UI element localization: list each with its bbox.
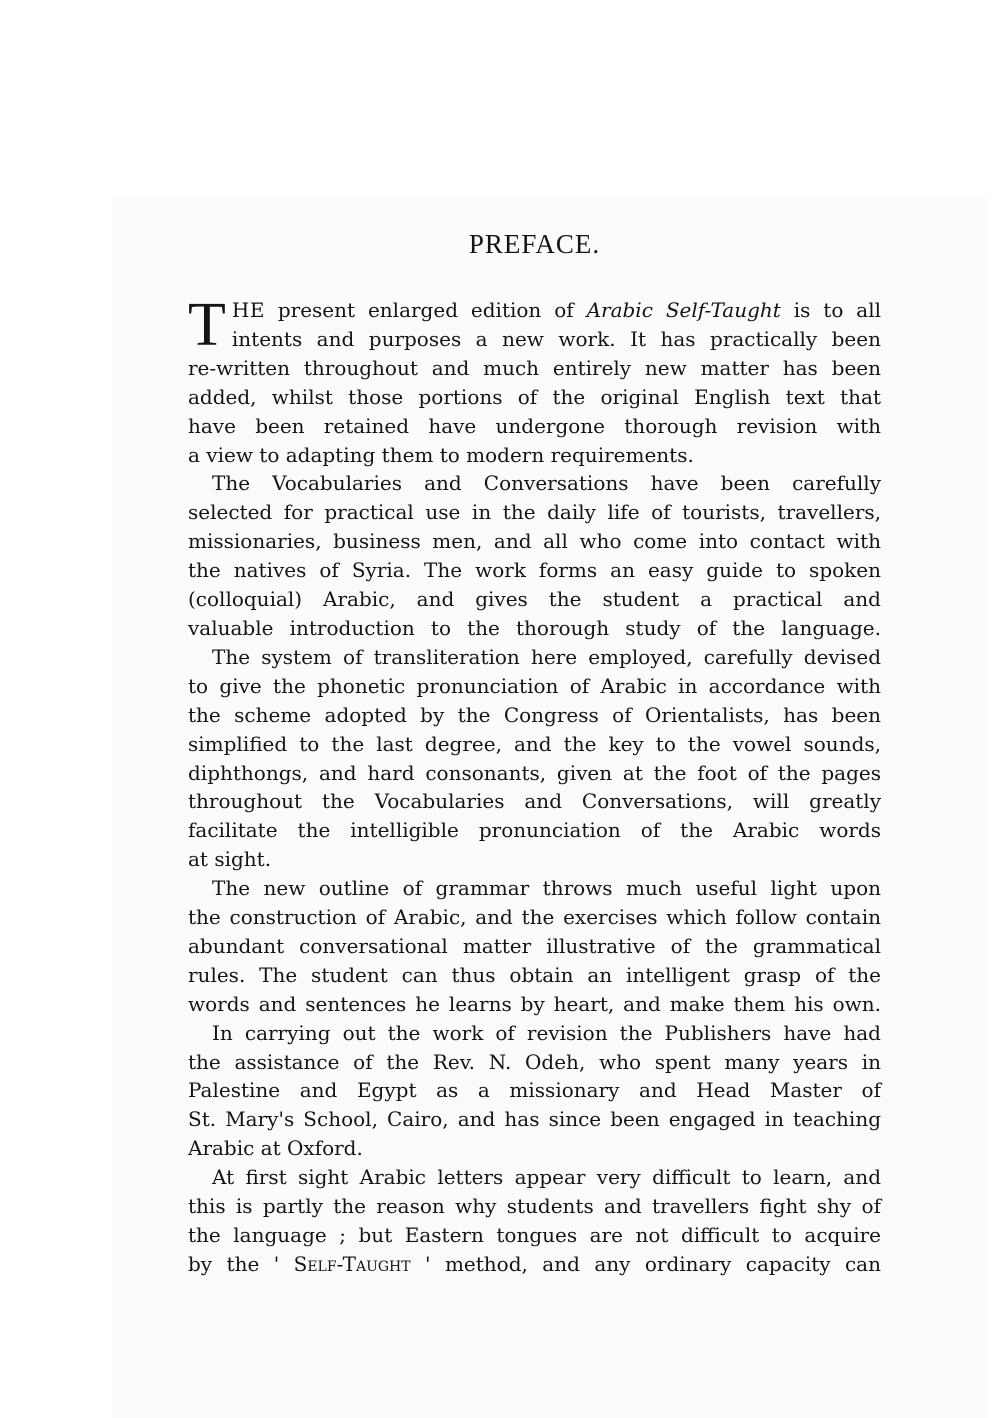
method-name: Self-Taught [293, 1251, 411, 1276]
paragraph-1 [188, 291, 882, 469]
paragraph-1-line-5: have been retained have undergone thorough revision with [188, 413, 881, 438]
paragraph-6-line: this is partly the reason why students and travellers fight shy of [188, 1194, 881, 1219]
paragraph-6 [188, 1163, 881, 1279]
paragraph-3-line: to give the phonetic pronunciation of Arabic in accordance with [188, 673, 881, 698]
paragraph-3-line: The system of transliteration here employed, carefully devised [212, 644, 881, 669]
paragraph-5-line: Arabic at Oxford. [188, 1136, 363, 1161]
paragraph-4-line: The new outline of grammar throws much useful light upon [212, 876, 881, 901]
paragraph-1-line-4: added, whilst those portions of the original English text that [188, 384, 881, 409]
paragraph-4 [188, 874, 881, 1019]
first-word-rest: HE [231, 298, 265, 322]
paragraph-5-line: the assistance of the Rev. N. Odeh, who spent many years in [188, 1049, 881, 1074]
paragraph-3-line: facilitate the intelligible pronunciation of the Arabic words [188, 818, 881, 843]
line-text: by the ' [188, 1251, 294, 1276]
paragraph-5-line: Palestine and Egypt as a missionary and Head Master of [188, 1078, 881, 1103]
line-text: present enlarged edition of [264, 298, 587, 322]
drop-cap: T [188, 291, 226, 359]
paragraph-2-line: The Vocabularies and Conversations have been carefully [212, 471, 881, 496]
paragraph-4-line: the construction of Arabic, and the exercises which follow contain [188, 905, 881, 930]
book-title: Arabic Self-Taught [586, 298, 781, 322]
paragraph-1-line-1 [188, 296, 881, 325]
paragraph-6-line: At first sight Arabic letters appear very difficult to learn, and [212, 1165, 881, 1190]
paragraph-6-line: the language ; but Eastern tongues are not difficult to acquire [188, 1223, 881, 1247]
paragraph-3 [188, 643, 881, 874]
paragraph-1-line-2: intents and purposes a new work. It has practically been [231, 326, 881, 351]
paragraph-2-line: the natives of Syria. The work forms an easy guide to spoken [188, 558, 881, 583]
paragraph-4-line: rules. The student can thus obtain an intelligent grasp of the [188, 962, 881, 987]
paragraph-1-line-3: re-written throughout and much entirely new matter has been [188, 355, 881, 380]
paragraph-2-line: selected for practical use in the daily life of tourists, travellers, [188, 500, 881, 525]
paragraph-2 [188, 469, 881, 642]
paragraph-6-line [188, 1250, 881, 1279]
paragraph-5-line: St. Mary's School, Cairo, and has since been engaged in teaching [188, 1107, 881, 1132]
paragraph-4-line: abundant conversational matter illustrative of the grammatical [188, 933, 881, 958]
paragraph-3-line: diphthongs, and hard consonants, given at the foot of the pages [188, 760, 881, 785]
paragraph-3-line: at sight. [188, 847, 272, 872]
paragraph-2-line: valuable introduction to the thorough study of the language. [188, 615, 881, 640]
preface-content [188, 226, 881, 1279]
line-text: ' method, and any ordinary capacity can [410, 1251, 881, 1276]
paragraph-5 [188, 1019, 881, 1164]
page-title: PREFACE. [468, 229, 601, 259]
line-text: is to all [780, 298, 882, 322]
paragraph-2-line: missionaries, business men, and all who come into contact with [188, 529, 881, 554]
paragraph-3-line: throughout the Vocabularies and Conversations, will greatly [188, 789, 881, 814]
paragraph-4-line: words and sentences he learns by heart, and make them his own. [188, 991, 881, 1016]
paragraph-5-line: In carrying out the work of revision the Publishers have had [212, 1020, 881, 1045]
paragraph-2-line: (colloquial) Arabic, and gives the student a practical and [188, 587, 881, 612]
paragraph-3-line: simplified to the last degree, and the key to the vowel sounds, [188, 731, 881, 756]
paragraph-3-line: the scheme adopted by the Congress of Orientalists, has been [188, 702, 881, 727]
paragraph-1-line-6: a view to adapting them to modern requirements. [188, 442, 694, 467]
